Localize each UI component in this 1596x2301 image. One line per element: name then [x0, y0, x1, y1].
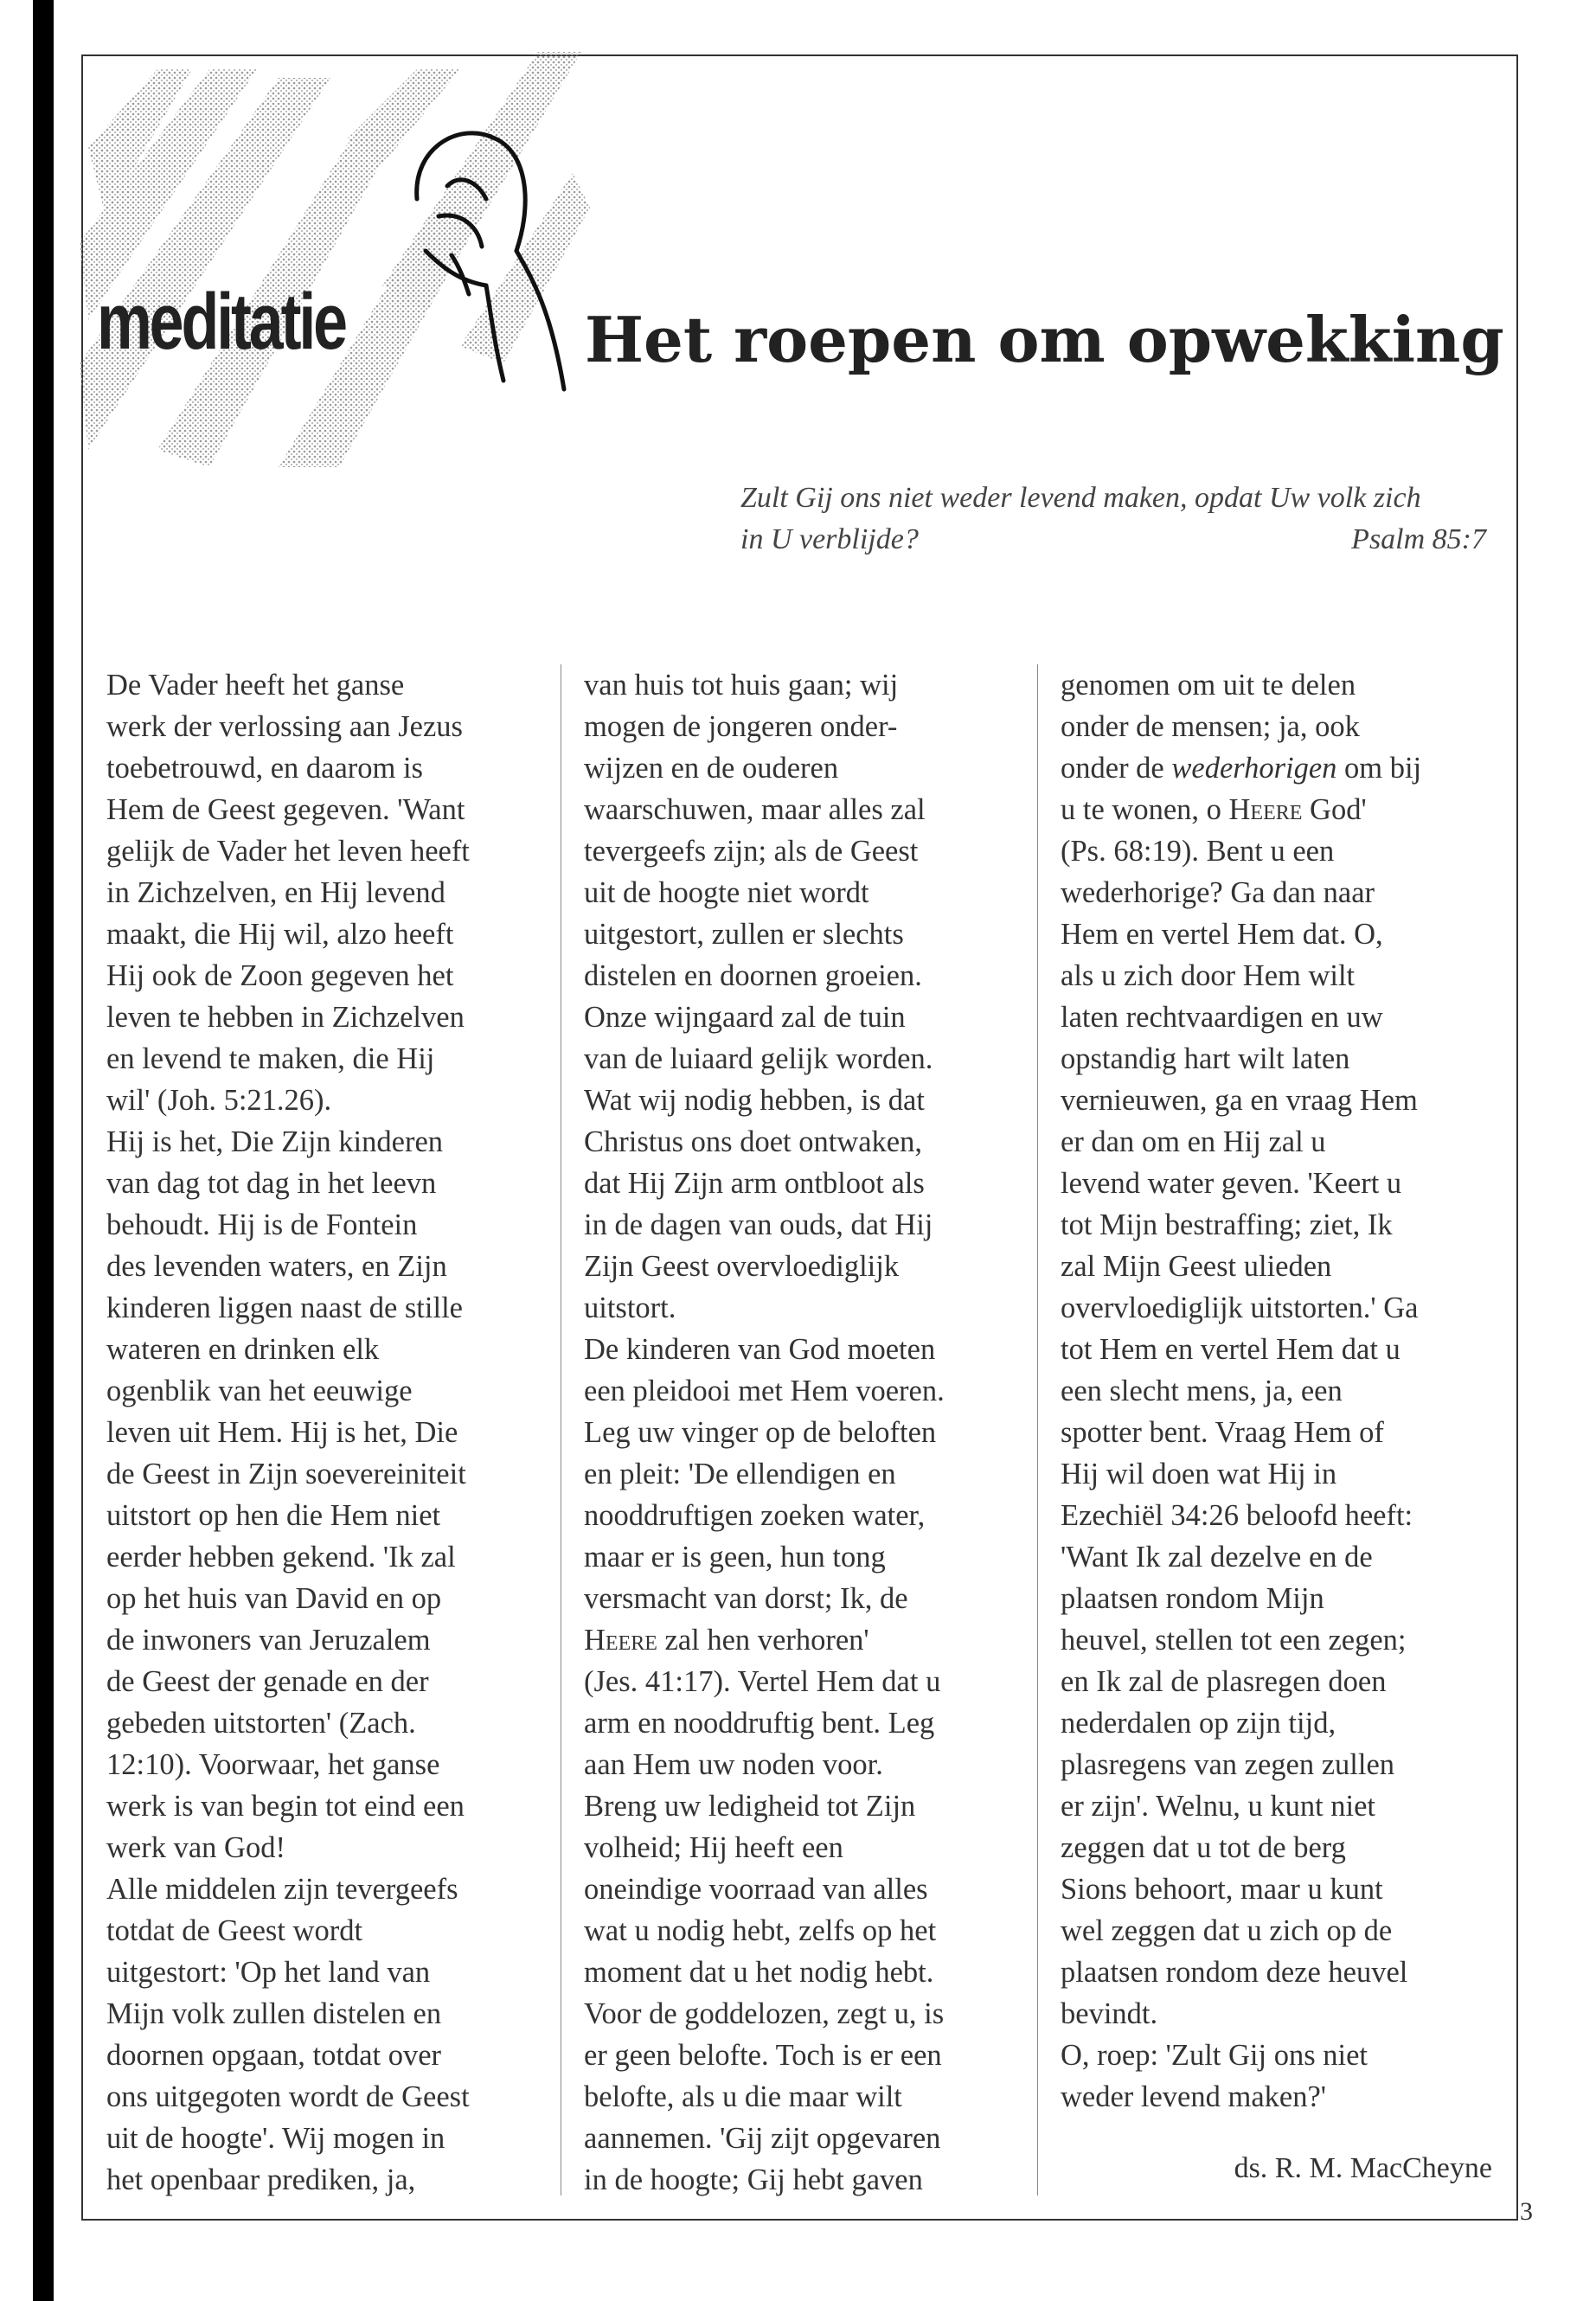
text-line: van huis tot huis gaan; wij [584, 669, 899, 702]
text-line: wat u nodig hebt, zelfs op het [584, 1914, 937, 1947]
text-line: in de dagen van ouds, dat Hij [584, 1208, 933, 1241]
text-line: Zijn Geest overvloediglijk [584, 1250, 900, 1283]
text-line: waarschuwen, maar alles zal [584, 793, 926, 826]
text-line: plaatsen rondom deze heuvel [1061, 1956, 1408, 1989]
text-line: werk der verlossing aan Jezus [106, 710, 463, 743]
text-line: onder de wederhorigen om bij [1061, 752, 1422, 785]
epigraph [740, 478, 1486, 561]
text-line: als u zich door Hem wilt [1061, 959, 1356, 992]
text-line: Onze wijngaard zal de tuin [584, 1001, 906, 1034]
text-line: Hij ook de Zoon gegeven het [106, 959, 454, 992]
text-line: in Zichzelven, en Hij levend [106, 876, 445, 909]
text-line: arm en nooddruftig bent. Leg [584, 1707, 935, 1740]
text-line: eerder hebben gekend. 'Ik zal [106, 1541, 456, 1574]
text-line: laten rechtvaardigen en uw [1061, 1001, 1383, 1034]
epigraph-line-1: Zult Gij ons niet weder levend maken, opdat Uw volk zich [740, 482, 1421, 514]
text-line: en pleit: 'De ellendigen en [584, 1458, 896, 1490]
text-line: belofte, als u die maar wilt [584, 2080, 902, 2113]
text-line: uitstort op hen die Hem niet [106, 1499, 441, 1532]
text-line: gelijk de Vader het leven heeft [106, 835, 470, 868]
text-line: wederhorige? Ga dan naar [1061, 876, 1375, 909]
text-line: Christus ons doet ontwaken, [584, 1125, 922, 1158]
text-line: ogenblik van het eeuwige [106, 1375, 413, 1407]
text-line: behoudt. Hij is de Fontein [106, 1208, 418, 1241]
text-line: distelen en doornen groeien. [584, 959, 922, 992]
text-line: er geen belofte. Toch is er een [584, 2039, 942, 2072]
text-line: bevindt. [1061, 1997, 1158, 2030]
text-line: de Geest in Zijn soevereiniteit [106, 1458, 466, 1490]
text-line: Hem en vertel Hem dat. O, [1061, 918, 1383, 951]
text-line: leven uit Hem. Hij is het, Die [106, 1416, 458, 1449]
header-illustration [54, 35, 590, 476]
text-line: O, roep: 'Zult Gij ons niet [1061, 2039, 1368, 2072]
text-line: wil' (Joh. 5:21.26). [106, 1084, 332, 1117]
body-column-1 [106, 664, 539, 2201]
text-line: Ezechiël 34:26 beloofd heeft: [1061, 1499, 1413, 1532]
text-line: een pleidooi met Hem voeren. [584, 1375, 945, 1407]
text-line: levend water geven. 'Keert u [1061, 1167, 1402, 1200]
text-line: er zijn'. Welnu, u kunt niet [1061, 1790, 1376, 1823]
text-line: en Ik zal de plasregen doen [1061, 1665, 1387, 1698]
text-line: oneindige voorraad van alles [584, 1873, 928, 1906]
text-line: leven te hebben in Zichzelven [106, 1001, 465, 1034]
text-line: totdat de Geest wordt [106, 1914, 363, 1947]
text-line: van de luiaard gelijk worden. [584, 1042, 933, 1075]
text-line: Alle middelen zijn tevergeefs [106, 1873, 458, 1906]
text-line: 12:10). Voorwaar, het ganse [106, 1748, 440, 1781]
text-line: uit de hoogte'. Wij mogen in [106, 2122, 445, 2155]
page-number: 3 [1520, 2197, 1533, 2226]
text-line: de inwoners van Jeruzalem [106, 1624, 431, 1657]
text-line: onder de mensen; ja, ook [1061, 710, 1360, 743]
text-line: een slecht mens, ja, een [1061, 1375, 1343, 1407]
text-line: maakt, die Hij wil, alzo heeft [106, 918, 454, 951]
text-line: gebeden uitstorten' (Zach. [106, 1707, 416, 1740]
text-line: en levend te maken, die Hij [106, 1042, 435, 1075]
text-line: wel zeggen dat u zich op de [1061, 1914, 1393, 1947]
text-line: genomen om uit te delen [1061, 669, 1356, 702]
section-label: meditatie [97, 278, 345, 366]
text-line: (Ps. 68:19). Bent u een [1061, 835, 1335, 868]
text-line: heuvel, stellen tot een zegen; [1061, 1624, 1407, 1657]
text-line: Heere zal hen verhoren' [584, 1624, 869, 1657]
text-line: Voor de goddelozen, zegt u, is [584, 1997, 945, 2030]
text-line: doornen opgaan, totdat over [106, 2039, 442, 2072]
text-line: maar er is geen, hun tong [584, 1541, 886, 1574]
text-line: wijzen en de ouderen [584, 752, 839, 785]
text-line: er dan om en Hij zal u [1061, 1125, 1326, 1158]
text-line: zeggen dat u tot de berg [1061, 1831, 1346, 1864]
text-line: aan Hem uw noden voor. [584, 1748, 883, 1781]
text-line: het openbaar prediken, ja, [106, 2163, 416, 2196]
text-line: Breng uw ledigheid tot Zijn [584, 1790, 916, 1823]
text-line: opstandig hart wilt laten [1061, 1042, 1350, 1075]
text-line: uitgestort, zullen er slechts [584, 918, 904, 951]
text-line: dat Hij Zijn arm ontbloot als [584, 1167, 925, 1200]
text-line: aannemen. 'Gij zijt opgevaren [584, 2122, 941, 2155]
text-line: tot Mijn bestraffing; ziet, Ik [1061, 1208, 1393, 1241]
text-line: De Vader heeft het ganse [106, 669, 405, 702]
text-line: uitstort. [584, 1292, 676, 1324]
text-line: versmacht van dorst; Ik, de [584, 1582, 908, 1615]
text-line: kinderen liggen naast de stille [106, 1292, 463, 1324]
text-line: uit de hoogte niet wordt [584, 876, 869, 909]
article-title: Het roepen om opwekking [585, 303, 1504, 376]
text-line: nooddruftigen zoeken water, [584, 1499, 926, 1532]
author-signature: ds. R. M. MacCheyne [1234, 2152, 1492, 2184]
text-line: plaatsen rondom Mijn [1061, 1582, 1324, 1615]
text-line: tevergeefs zijn; als de Geest [584, 835, 919, 868]
text-line: vernieuwen, ga en vraag Hem [1061, 1084, 1418, 1117]
text-line: 'Want Ik zal dezelve en de [1061, 1541, 1373, 1574]
text-line: werk van God! [106, 1831, 285, 1864]
text-line: spotter bent. Vraag Hem of [1061, 1416, 1384, 1449]
text-line: overvloediglijk uitstorten.' Ga [1061, 1292, 1419, 1324]
text-line: in de hoogte; Gij hebt gaven [584, 2163, 923, 2196]
text-line: tot Hem en vertel Hem dat u [1061, 1333, 1401, 1366]
text-line: op het huis van David en op [106, 1582, 442, 1615]
text-line: van dag tot dag in het leevn [106, 1167, 437, 1200]
text-line: Hem de Geest gegeven. 'Want [106, 793, 465, 826]
text-line: (Jes. 41:17). Vertel Hem dat u [584, 1665, 941, 1698]
page-binding-edge [33, 0, 54, 2301]
text-line: de Geest der genade en der [106, 1665, 429, 1698]
text-line: De kinderen van God moeten [584, 1333, 936, 1366]
text-line: Leg uw vinger op de beloften [584, 1416, 937, 1449]
text-line: u te wonen, o Heere God' [1061, 793, 1367, 826]
text-line: werk is van begin tot eind een [106, 1790, 465, 1823]
text-line: volheid; Hij heeft een [584, 1831, 843, 1864]
epigraph-line-2: in U verblijde? [740, 523, 919, 555]
text-line: plasregens van zegen zullen [1061, 1748, 1395, 1781]
text-line: Hij is het, Die Zijn kinderen [106, 1125, 444, 1158]
text-line: zal Mijn Geest ulieden [1061, 1250, 1332, 1283]
text-line: Sions behoort, maar u kunt [1061, 1873, 1383, 1906]
text-line: wateren en drinken elk [106, 1333, 380, 1366]
text-line: toebetrouwd, en daarom is [106, 752, 423, 785]
text-line: Hij wil doen wat Hij in [1061, 1458, 1337, 1490]
halftone-stripes [80, 52, 590, 467]
text-line: mogen de jongeren onder- [584, 710, 898, 743]
body-column-2 [584, 664, 1016, 2201]
text-line: des levenden waters, en Zijn [106, 1250, 447, 1283]
column-divider-2 [1037, 664, 1038, 2195]
text-line: Mijn volk zullen distelen en [106, 1997, 442, 2030]
text-line: nederdalen op zijn tijd, [1061, 1707, 1336, 1740]
body-column-3 [1061, 664, 1502, 2118]
text-line: moment dat u het nodig hebt. [584, 1956, 934, 1989]
text-line: Wat wij nodig hebben, is dat [584, 1084, 925, 1117]
text-line: weder levend maken?' [1061, 2080, 1326, 2113]
text-line: ons uitgegoten wordt de Geest [106, 2080, 470, 2113]
epigraph-reference: Psalm 85:7 [1351, 523, 1486, 555]
text-line: uitgestort: 'Op het land van [106, 1956, 431, 1989]
